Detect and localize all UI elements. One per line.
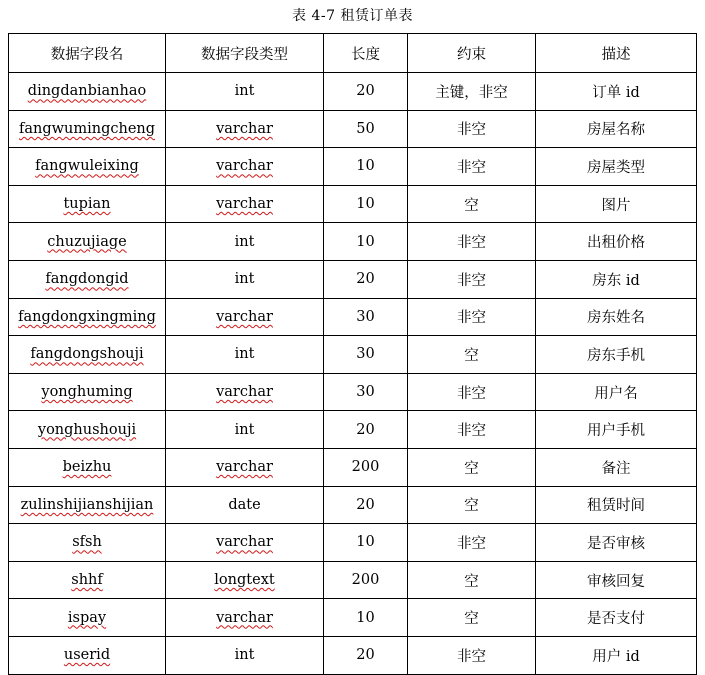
cell-description-text: 房屋名称	[587, 122, 645, 139]
cell-length	[324, 524, 408, 562]
cell-field-name-text: beizhu	[62, 459, 112, 476]
cell-length-text: 200	[351, 459, 380, 476]
cell-field-name	[9, 298, 166, 336]
cell-constraint	[408, 636, 536, 674]
cell-field-type	[166, 185, 324, 223]
cell-field-type	[166, 373, 324, 411]
cell-description	[536, 260, 697, 298]
cell-constraint-text: 非空	[457, 648, 486, 665]
cell-length	[324, 636, 408, 674]
table-body	[9, 73, 697, 675]
cell-field-type	[166, 486, 324, 524]
cell-length-text: 50	[356, 120, 375, 137]
table-row	[9, 185, 697, 223]
cell-field-name	[9, 336, 166, 374]
cell-field-type-text: varchar	[216, 459, 273, 476]
cell-field-name	[9, 110, 166, 148]
cell-field-type	[166, 636, 324, 674]
table-row	[9, 636, 697, 674]
cell-constraint-text: 非空	[457, 272, 486, 289]
table-row	[9, 524, 697, 562]
cell-constraint	[408, 373, 536, 411]
table-row	[9, 599, 697, 637]
cell-field-type	[166, 260, 324, 298]
cell-description	[536, 298, 697, 336]
cell-field-name	[9, 185, 166, 223]
table-row	[9, 486, 697, 524]
cell-description	[536, 110, 697, 148]
cell-constraint-text: 非空	[457, 122, 486, 139]
cell-description-text: 用户名	[594, 385, 638, 402]
cell-constraint-text: 空	[464, 573, 479, 590]
cell-constraint	[408, 260, 536, 298]
cell-constraint-text: 非空	[457, 535, 486, 552]
cell-constraint	[408, 524, 536, 562]
cell-constraint-text: 非空	[457, 385, 486, 402]
table-row	[9, 561, 697, 599]
cell-constraint	[408, 148, 536, 186]
cell-field-type	[166, 524, 324, 562]
table-row	[9, 73, 697, 111]
cell-length-text: 30	[356, 384, 375, 401]
cell-length	[324, 260, 408, 298]
cell-field-type-text: date	[228, 496, 261, 513]
cell-length	[324, 73, 408, 111]
table-row	[9, 411, 697, 449]
cell-field-name	[9, 636, 166, 674]
rental-order-table	[8, 33, 697, 675]
cell-field-type	[166, 73, 324, 111]
cell-description-text: 订单 id	[592, 84, 640, 101]
cell-field-type-text: int	[234, 233, 255, 250]
cell-field-name	[9, 599, 166, 637]
cell-constraint-text: 非空	[457, 423, 486, 440]
cell-field-name-text: userid	[63, 647, 111, 664]
cell-field-type-text: int	[234, 421, 255, 438]
cell-constraint	[408, 73, 536, 111]
table-row	[9, 110, 697, 148]
cell-field-name	[9, 373, 166, 411]
cell-field-name-text: tupian	[63, 196, 111, 213]
cell-field-name-text: yonghushouji	[37, 421, 137, 438]
cell-constraint-text: 空	[464, 460, 479, 477]
cell-field-name-text: yonghuming	[41, 384, 133, 401]
cell-description-text: 房东手机	[587, 347, 645, 364]
cell-field-type-text: varchar	[216, 609, 273, 626]
cell-field-type-text: longtext	[214, 572, 275, 589]
cell-description	[536, 373, 697, 411]
table-row	[9, 373, 697, 411]
cell-description	[536, 486, 697, 524]
cell-length-text: 30	[356, 346, 375, 363]
cell-length	[324, 561, 408, 599]
cell-length-text: 20	[356, 496, 375, 513]
cell-description-text: 房东姓名	[587, 310, 645, 327]
cell-length-text: 20	[356, 421, 375, 438]
cell-field-type	[166, 110, 324, 148]
cell-description	[536, 599, 697, 637]
cell-field-type	[166, 223, 324, 261]
cell-length	[324, 185, 408, 223]
cell-field-type	[166, 336, 324, 374]
header-description: 描述	[536, 34, 697, 73]
cell-description-text: 出租价格	[587, 235, 645, 252]
table-row	[9, 223, 697, 261]
cell-description	[536, 336, 697, 374]
cell-length-text: 10	[356, 158, 375, 175]
cell-constraint	[408, 448, 536, 486]
cell-constraint-text: 主键，非空	[435, 84, 508, 101]
cell-description-text: 用户手机	[587, 423, 645, 440]
cell-description-text: 备注	[601, 460, 631, 477]
table-row	[9, 298, 697, 336]
cell-field-name-text: dingdanbianhao	[27, 83, 147, 100]
cell-field-type-text: varchar	[216, 120, 273, 137]
cell-field-name-text: fangdongxingming	[18, 308, 156, 325]
cell-field-type-text: varchar	[216, 384, 273, 401]
cell-field-name	[9, 448, 166, 486]
cell-field-name	[9, 561, 166, 599]
table-row	[9, 260, 697, 298]
cell-field-name	[9, 486, 166, 524]
cell-description	[536, 636, 697, 674]
cell-field-type	[166, 448, 324, 486]
cell-length	[324, 148, 408, 186]
cell-field-type	[166, 561, 324, 599]
cell-field-type	[166, 599, 324, 637]
cell-description	[536, 185, 697, 223]
cell-constraint	[408, 185, 536, 223]
cell-constraint-text: 非空	[457, 159, 486, 176]
cell-constraint-text: 非空	[457, 235, 486, 252]
cell-constraint	[408, 110, 536, 148]
cell-description-text: 租赁时间	[587, 498, 645, 515]
cell-field-name-text: shhf	[71, 572, 103, 589]
cell-field-type-text: varchar	[216, 534, 273, 551]
cell-constraint	[408, 298, 536, 336]
cell-field-name	[9, 148, 166, 186]
cell-length	[324, 599, 408, 637]
table-row	[9, 336, 697, 374]
cell-description	[536, 411, 697, 449]
cell-description-text: 是否审核	[587, 535, 645, 552]
cell-description	[536, 148, 697, 186]
cell-field-type-text: int	[234, 271, 255, 288]
cell-field-name	[9, 223, 166, 261]
cell-description-text: 房东 id	[592, 272, 640, 289]
cell-constraint-text: 空	[464, 347, 479, 364]
header-length: 长度	[324, 34, 408, 73]
cell-length-text: 200	[351, 572, 380, 589]
cell-length	[324, 448, 408, 486]
header-row	[9, 34, 697, 73]
header-constraint: 约束	[408, 34, 536, 73]
cell-field-name-text: fangwumingcheng	[18, 120, 156, 137]
cell-length-text: 20	[356, 83, 375, 100]
cell-constraint	[408, 486, 536, 524]
cell-description	[536, 223, 697, 261]
cell-constraint	[408, 411, 536, 449]
cell-description-text: 审核回复	[587, 573, 645, 590]
cell-field-name-text: fangwuleixing	[35, 158, 139, 175]
cell-field-type	[166, 411, 324, 449]
table-row	[9, 148, 697, 186]
cell-constraint-text: 非空	[457, 310, 486, 327]
cell-description-text: 是否支付	[587, 611, 645, 628]
cell-length-text: 10	[356, 233, 375, 250]
cell-description	[536, 561, 697, 599]
cell-field-name	[9, 524, 166, 562]
cell-length	[324, 486, 408, 524]
cell-field-type-text: int	[234, 346, 255, 363]
cell-field-name-text: chuzujiage	[47, 233, 127, 250]
table-row	[9, 448, 697, 486]
cell-field-type-text: varchar	[216, 158, 273, 175]
cell-description	[536, 448, 697, 486]
cell-length	[324, 373, 408, 411]
cell-length	[324, 336, 408, 374]
cell-length-text: 30	[356, 308, 375, 325]
cell-field-type-text: int	[234, 647, 255, 664]
cell-field-name	[9, 260, 166, 298]
cell-constraint	[408, 223, 536, 261]
cell-field-name-text: sfsh	[72, 534, 102, 551]
cell-description-text: 用户 id	[592, 648, 640, 665]
cell-field-type-text: int	[234, 83, 255, 100]
cell-length-text: 10	[356, 196, 375, 213]
table-caption: 表 4-7 租赁订单表	[292, 8, 413, 24]
cell-length-text: 10	[356, 534, 375, 551]
header-field-name: 数据字段名	[9, 34, 166, 73]
cell-length	[324, 411, 408, 449]
cell-field-type-text: varchar	[216, 196, 273, 213]
cell-description-text: 图片	[601, 197, 631, 214]
cell-field-name-text: ispay	[67, 609, 107, 626]
cell-field-type-text: varchar	[216, 308, 273, 325]
cell-constraint-text: 空	[464, 197, 479, 214]
header-field-type: 数据字段类型	[166, 34, 324, 73]
cell-field-name	[9, 73, 166, 111]
cell-constraint	[408, 561, 536, 599]
cell-field-name-text: zulinshijianshijian	[20, 496, 154, 513]
cell-constraint-text: 空	[464, 498, 479, 515]
cell-length-text: 20	[356, 647, 375, 664]
cell-field-name-text: fangdongshouji	[30, 346, 144, 363]
cell-field-name-text: fangdongid	[45, 271, 129, 288]
cell-description	[536, 73, 697, 111]
cell-length-text: 20	[356, 271, 375, 288]
cell-field-name	[9, 411, 166, 449]
cell-length	[324, 110, 408, 148]
cell-length	[324, 298, 408, 336]
cell-description-text: 房屋类型	[587, 159, 645, 176]
cell-length	[324, 223, 408, 261]
cell-field-type	[166, 298, 324, 336]
cell-constraint-text: 空	[464, 611, 479, 628]
cell-field-type	[166, 148, 324, 186]
cell-length-text: 10	[356, 609, 375, 626]
cell-constraint	[408, 336, 536, 374]
cell-description	[536, 524, 697, 562]
cell-constraint	[408, 599, 536, 637]
